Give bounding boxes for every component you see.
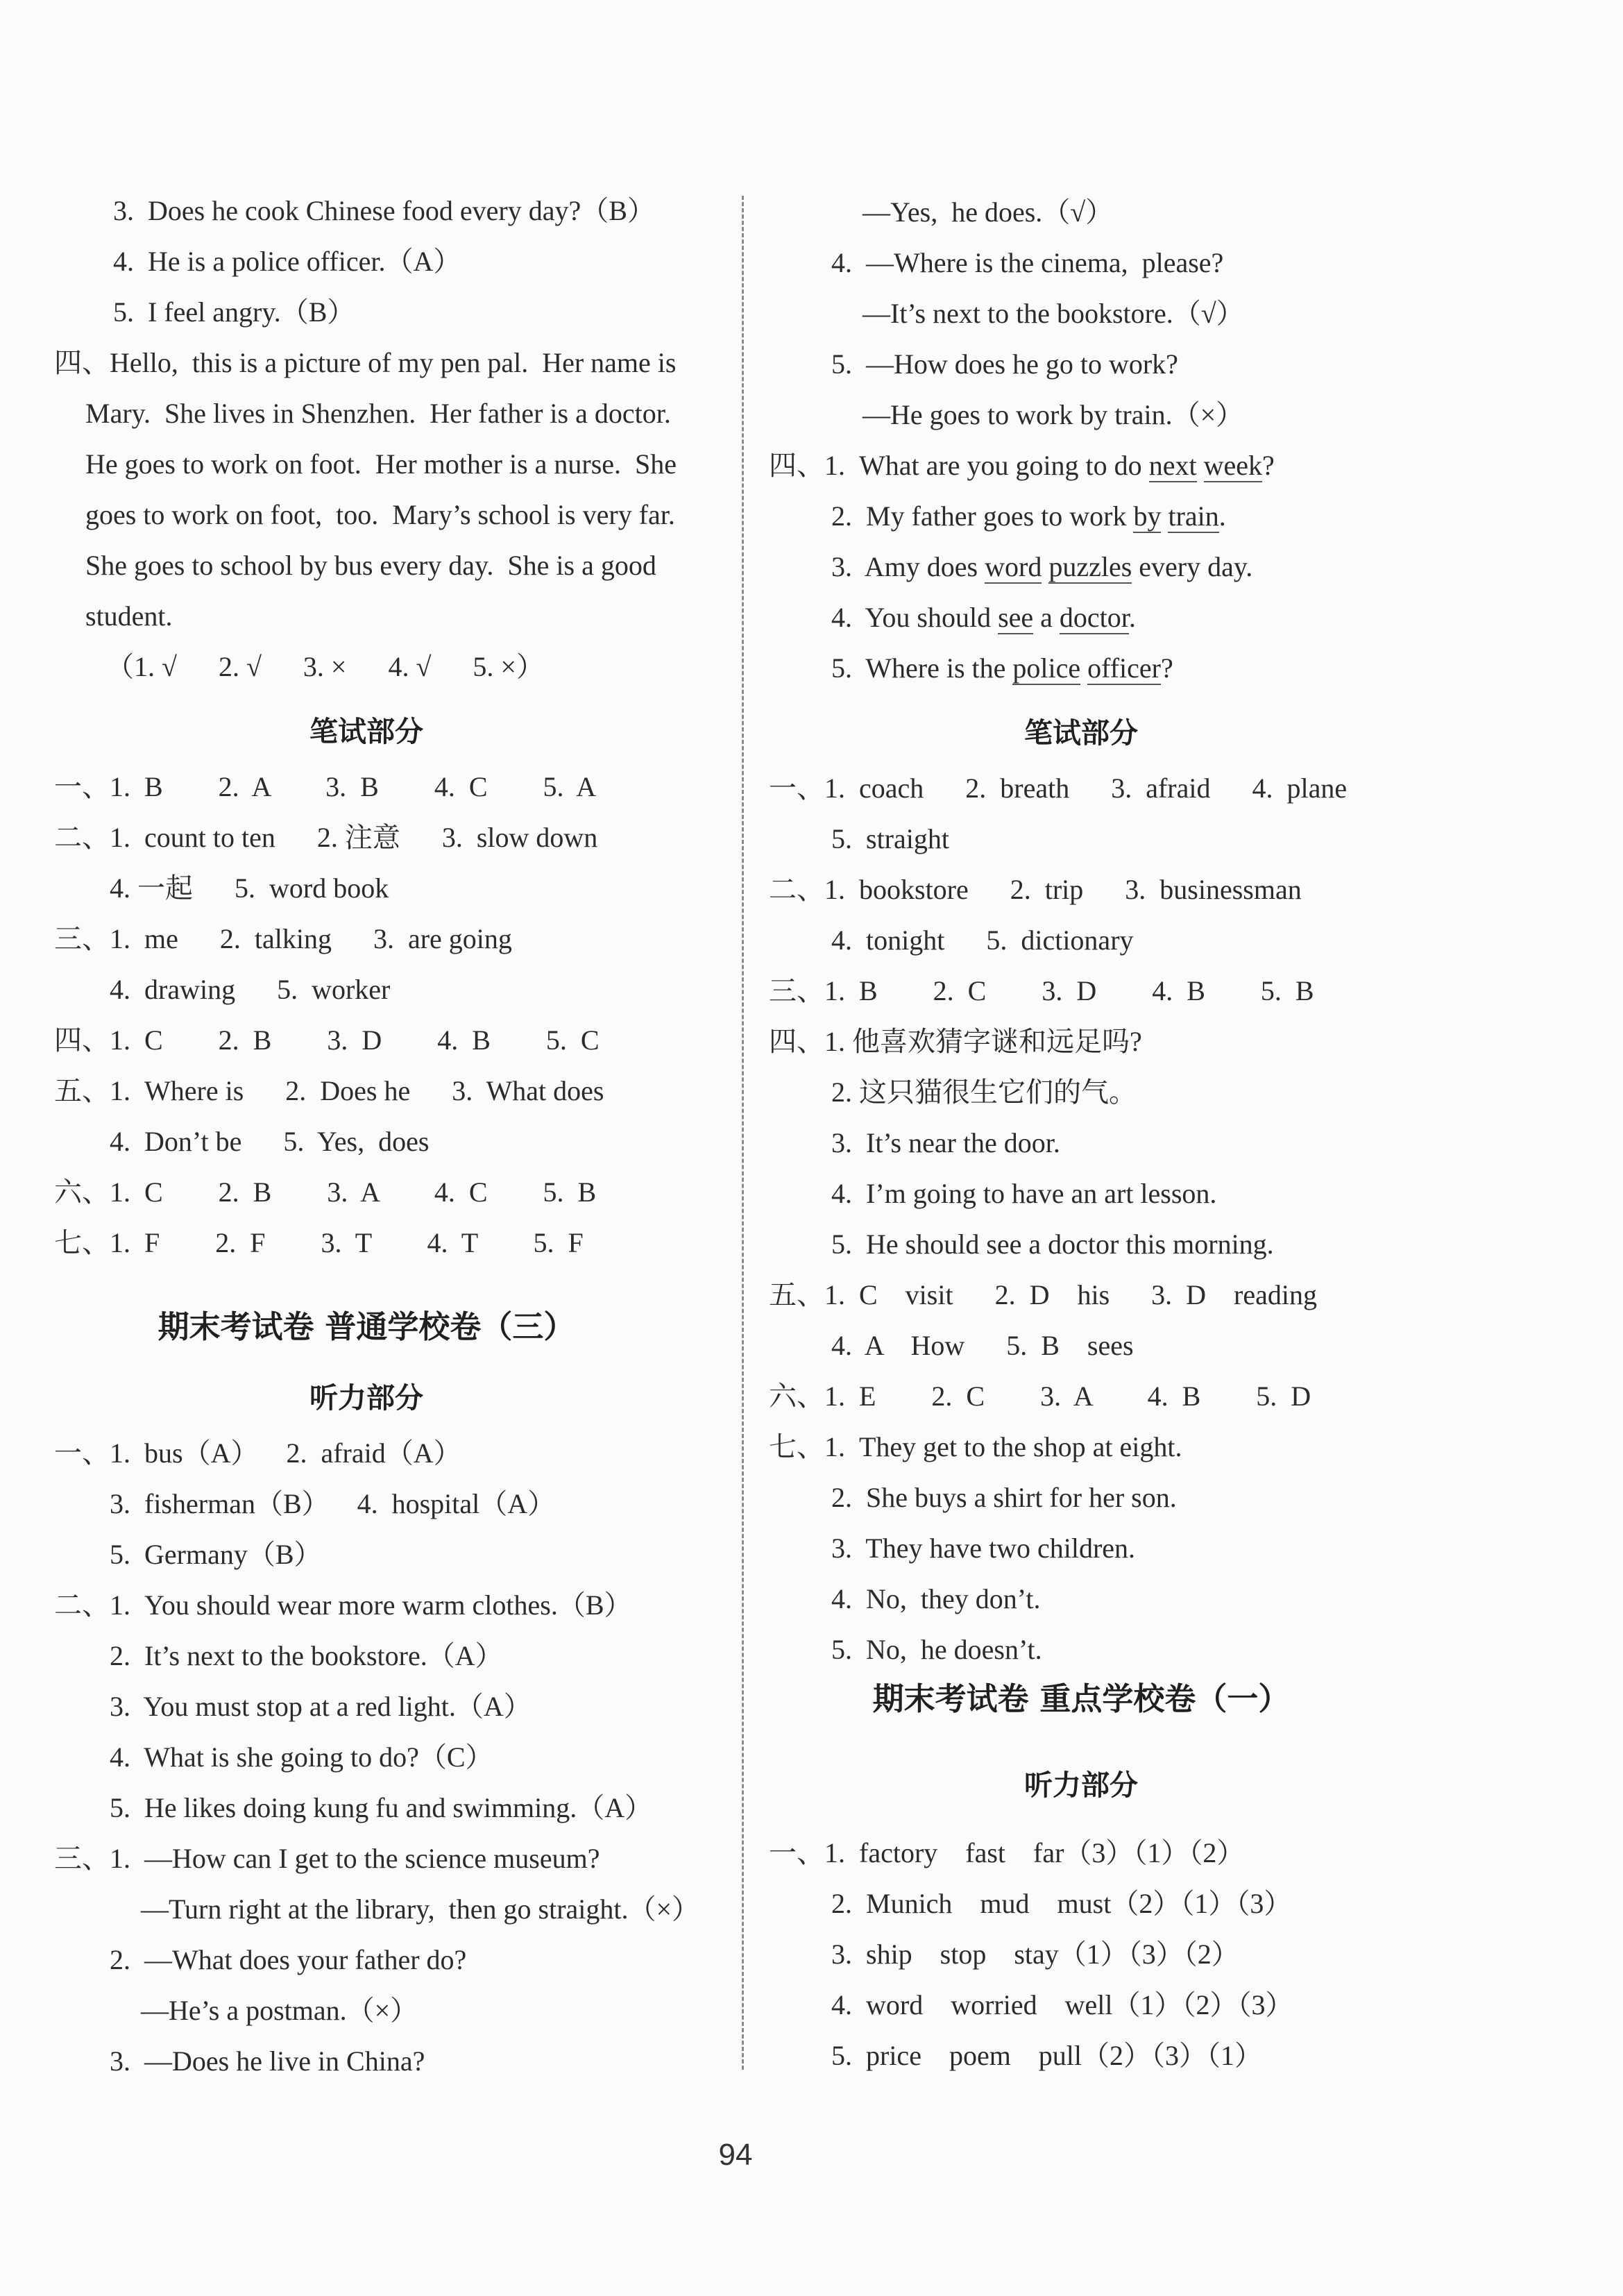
- answer-text: 5. No, he doesn’t.: [831, 1634, 1042, 1665]
- answer-line: [831, 1532, 1135, 1565]
- answer-text: every day.: [1132, 551, 1253, 582]
- answer-line: [141, 1994, 418, 2027]
- answer-text: 四、Hello, this is a picture of my pen pal. Her name is: [54, 347, 677, 378]
- answer-text: 3. They have two children.: [831, 1533, 1136, 1564]
- answer-text: ?: [1261, 450, 1275, 481]
- answer-line: [110, 1487, 555, 1521]
- answer-text: a: [1033, 602, 1060, 633]
- answer-text: 一、1. factory fast far（3）（1）（2）: [769, 1837, 1245, 1868]
- answer-line: [113, 194, 655, 228]
- answer-text: He goes to work on foot. Her mother is a nurse. She: [85, 448, 677, 480]
- answer-line: [831, 500, 1226, 533]
- section-heading: 笔试部分: [1024, 716, 1138, 750]
- answer-text: 3. It’s near the door.: [831, 1127, 1060, 1158]
- answer-line: [110, 1639, 503, 1673]
- answer-line: [54, 821, 597, 854]
- answer-line: [110, 1791, 652, 1825]
- answer-text: goes to work on foot, too. Mary’s school is very far.: [85, 499, 675, 530]
- answer-text: 五、1. Where is 2. Does he 3. What does: [54, 1075, 604, 1106]
- answer-text: 七、1. F 2. F 3. T 4. T 5. F: [54, 1227, 584, 1258]
- answer-line: [54, 1176, 596, 1209]
- answer-text: 5. —How does he go to work?: [831, 348, 1178, 380]
- answer-line: [831, 1582, 1040, 1616]
- underlined-answer: see: [998, 602, 1034, 633]
- answer-text: 2. —What does your father do?: [110, 1944, 467, 1975]
- right-column: [769, 0, 1393, 2296]
- answer-text: 一、1. bus（A） 2. afraid（A）: [54, 1437, 461, 1469]
- answer-text: 二、1. bookstore 2. trip 3. businessman: [769, 874, 1302, 905]
- answer-text: 3. Does he cook Chinese food every day?（B）: [113, 195, 655, 226]
- answer-text: 5. price poem pull（2）（3）（1）: [831, 2040, 1263, 2071]
- answer-line: [110, 1943, 466, 1977]
- answer-text: 四、1. 他喜欢猜字谜和远足吗?: [769, 1026, 1142, 1057]
- answer-line: [769, 449, 1275, 482]
- answer-line: [831, 1481, 1177, 1514]
- answer-line: [54, 1842, 600, 1875]
- answer-text: 4. I’m going to have an art lesson.: [831, 1178, 1217, 1209]
- answer-text: 六、1. E 2. C 3. A 4. B 5. D: [769, 1381, 1311, 1412]
- answer-line: [769, 974, 1314, 1008]
- answer-text: 一、1. B 2. A 3. B 4. C 5. A: [54, 771, 597, 802]
- answer-text: She goes to school by bus every day. She is a good: [85, 550, 656, 581]
- answer-text: 3. —Does he live in China?: [110, 2045, 425, 2077]
- underlined-answer: train: [1168, 500, 1219, 532]
- answer-line: [769, 1380, 1311, 1413]
- answer-line: [85, 600, 173, 633]
- answer-line: [769, 1837, 1244, 1870]
- answer-text: 三、1. me 2. talking 3. are going: [54, 923, 512, 954]
- answer-line: [831, 2039, 1262, 2073]
- answer-text: —Turn right at the library, then go straight.（×）: [141, 1893, 700, 1925]
- answer-text: 四、1. What are you going to do: [769, 450, 1149, 481]
- answer-line: [769, 1278, 1317, 1312]
- underlined-answer: police: [1012, 652, 1081, 684]
- answer-line: [110, 973, 390, 1006]
- answer-line: [54, 1074, 604, 1108]
- answer-text: 2. Munich mud must（2）（1）（3）: [831, 1888, 1292, 1919]
- answer-line: [110, 1538, 322, 1571]
- answer-text: 一、1. coach 2. breath 3. afraid 4. plane: [769, 773, 1348, 804]
- answer-text: [1197, 450, 1204, 481]
- answer-line: [769, 1430, 1182, 1464]
- answer-text: 4. tonight 5. dictionary: [831, 925, 1134, 956]
- answer-line: [831, 246, 1223, 280]
- answer-line: [863, 196, 1113, 229]
- answer-line: [769, 772, 1347, 805]
- underlined-answer: by: [1133, 500, 1162, 532]
- answer-text: 4. word worried well（1）（2）（3）: [831, 1989, 1293, 2020]
- section-heading: 笔试部分: [309, 715, 423, 748]
- answer-text: 4. —Where is the cinema, please?: [831, 247, 1224, 278]
- answer-line: [831, 348, 1178, 381]
- underlined-answer: word: [985, 551, 1042, 582]
- answer-text: 六、1. C 2. B 3. A 4. C 5. B: [54, 1176, 597, 1208]
- answer-text: 二、1. You should wear more warm clothes.（B）: [54, 1589, 632, 1621]
- answer-text: 5. He should see a doctor this morning.: [831, 1229, 1274, 1260]
- answer-text: —He goes to work by train.（×）: [863, 399, 1244, 430]
- underlined-answer: doctor: [1059, 602, 1129, 633]
- answer-line: [831, 1228, 1274, 1261]
- answer-text: 4. drawing 5. worker: [110, 974, 391, 1005]
- answer-line: [831, 601, 1136, 634]
- answer-text: —Yes, he does.（√）: [863, 196, 1114, 228]
- answer-text: 2. It’s next to the bookstore.（A）: [110, 1640, 503, 1671]
- answer-line: [831, 1126, 1060, 1160]
- answer-text: 4. No, they don’t.: [831, 1583, 1041, 1614]
- answer-line: [54, 1589, 632, 1622]
- answer-line: [831, 652, 1173, 685]
- answer-text: 5. He likes doing kung fu and swimming.（A）: [110, 1792, 653, 1823]
- answer-line: [54, 1437, 461, 1470]
- answer-line: [54, 922, 512, 956]
- answer-line: [106, 650, 544, 684]
- answer-text: 5. Where is the: [831, 652, 1013, 684]
- underlined-answer: week: [1203, 450, 1262, 481]
- answer-text: 2. My father goes to work: [831, 500, 1134, 532]
- answer-text: 5. Germany（B）: [110, 1539, 322, 1570]
- answer-text: student.: [85, 600, 173, 632]
- answer-line: [769, 1025, 1142, 1058]
- answer-line: [85, 397, 671, 430]
- answer-text: [1161, 500, 1168, 532]
- answer-line: [85, 448, 677, 481]
- answer-line: [54, 770, 596, 804]
- answer-line: [113, 245, 461, 278]
- answer-text: 4. What is she going to do?（C）: [110, 1741, 493, 1773]
- answer-line: [110, 1690, 532, 1723]
- page-number: 94: [718, 2138, 753, 2172]
- left-column: [54, 0, 700, 2296]
- answer-line: [831, 822, 949, 856]
- answer-line: [85, 498, 675, 532]
- answer-line: [831, 550, 1252, 584]
- answer-text: .: [1218, 500, 1226, 532]
- answer-line: [769, 873, 1302, 906]
- exam-title: 期末考试卷 重点学校卷（一）: [872, 1680, 1290, 1717]
- answer-text: 4. You should: [831, 602, 999, 633]
- answer-text: 2. She buys a shirt for her son.: [831, 1482, 1177, 1513]
- answer-line: [831, 1076, 1137, 1109]
- answer-text: 3. Amy does: [831, 551, 985, 582]
- section-heading: 听力部分: [309, 1381, 423, 1415]
- answer-text: 3. fisherman（B） 4. hospital（A）: [110, 1488, 556, 1519]
- answer-text: 3. You must stop at a red light.（A）: [110, 1691, 532, 1722]
- exam-title: 期末考试卷 普通学校卷（三）: [158, 1308, 575, 1345]
- answer-line: [831, 1989, 1293, 2022]
- answer-text: 4. Don’t be 5. Yes, does: [110, 1126, 430, 1157]
- answer-line: [110, 1741, 493, 1774]
- answer-line: [54, 1024, 600, 1057]
- answer-line: [863, 398, 1243, 432]
- answer-line: [141, 1893, 699, 1926]
- answer-text: 5. straight: [831, 823, 949, 854]
- answer-line: [113, 296, 355, 329]
- underlined-answer: puzzles: [1048, 551, 1132, 582]
- column-divider: [742, 196, 744, 2070]
- answer-text: 三、1. B 2. C 3. D 4. B 5. B: [769, 975, 1314, 1006]
- underlined-answer: officer: [1087, 652, 1161, 684]
- answer-line: [110, 2045, 425, 2078]
- answer-text: Mary. She lives in Shenzhen. Her father is a doctor.: [85, 398, 671, 429]
- answer-text: 四、1. C 2. B 3. D 4. B 5. C: [54, 1024, 600, 1056]
- answer-line: [831, 1938, 1239, 1971]
- answer-text: 4. A How 5. B sees: [831, 1330, 1134, 1361]
- answer-line: [54, 346, 676, 380]
- answer-text: —He’s a postman.（×）: [141, 1995, 418, 2026]
- answer-text: （1. √ 2. √ 3. × 4. √ 5. ×）: [106, 651, 544, 682]
- answer-text: 五、1. C visit 2. D his 3. D reading: [769, 1279, 1317, 1310]
- answer-line: [863, 297, 1244, 330]
- answer-line: [831, 1633, 1042, 1666]
- answer-line: [110, 1125, 429, 1158]
- answer-line: [831, 1329, 1134, 1362]
- answer-line: [54, 1226, 584, 1260]
- section-heading: 听力部分: [1024, 1769, 1138, 1802]
- answer-line: [831, 1177, 1216, 1210]
- answer-text: —It’s next to the bookstore.（√）: [863, 298, 1244, 329]
- answer-text: 七、1. They get to the shop at eight.: [769, 1431, 1182, 1462]
- answer-line: [831, 1887, 1291, 1921]
- answer-text: 3. ship stop stay（1）（3）（2）: [831, 1939, 1239, 1970]
- answer-line: [85, 549, 656, 582]
- answer-line: [831, 924, 1134, 957]
- answer-text: 4. 一起 5. word book: [110, 872, 389, 904]
- answer-text: 三、1. —How can I get to the science museum?: [54, 1843, 600, 1874]
- answer-line: [110, 872, 389, 905]
- answer-text: 5. I feel angry.（B）: [113, 296, 355, 328]
- underlined-answer: next: [1148, 450, 1197, 481]
- answer-text: [1042, 551, 1048, 582]
- answer-text: [1080, 652, 1087, 684]
- answer-text: 二、1. count to ten 2. 注意 3. slow down: [54, 822, 598, 853]
- answer-text: ?: [1161, 652, 1173, 684]
- answer-text: 2. 这只猫很生它们的气。: [831, 1077, 1137, 1108]
- answer-text: .: [1128, 602, 1136, 633]
- answer-text: 4. He is a police officer.（A）: [113, 246, 461, 277]
